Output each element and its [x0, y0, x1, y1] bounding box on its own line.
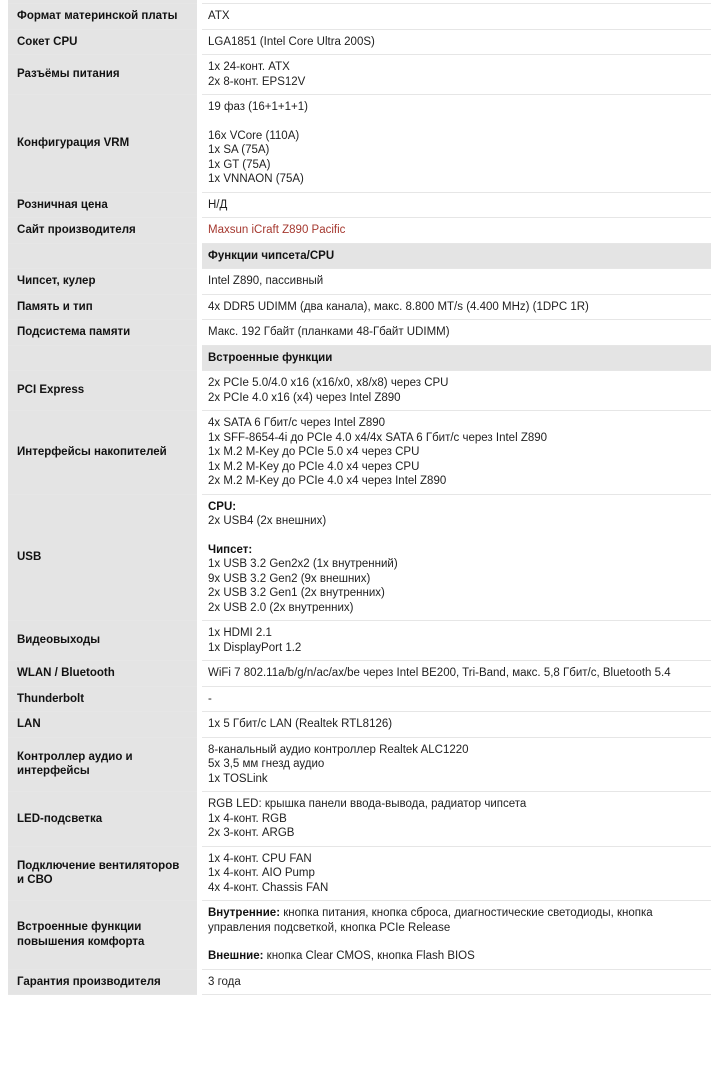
value-line: -: [208, 692, 212, 705]
table-cell-label: Гарантия производителя: [8, 970, 197, 996]
table-cell-value: [202, 95, 711, 193]
table-row: [8, 712, 711, 738]
value-line: Макс. 192 Гбайт (планками 48-Гбайт UDIMM): [208, 326, 450, 338]
table-cell-label: LAN: [8, 712, 197, 738]
table-cell-value: [202, 712, 711, 738]
table-row: [8, 411, 711, 495]
value-line: 1x VNNAON (75A): [208, 173, 304, 185]
value-line: ATX: [208, 10, 230, 22]
value-line: 1x 24-конт. ATX: [208, 61, 290, 73]
table-row: [8, 218, 711, 244]
value-line: CPU:: [208, 500, 237, 513]
value-line: 19 фаз (16+1+1+1): [208, 101, 308, 113]
table-cell-label: Разъёмы питания: [8, 55, 197, 95]
table-row: [8, 95, 711, 193]
value-line-spacer: [208, 935, 705, 949]
table-cell-label: Розничная цена: [8, 193, 197, 219]
table-cell-label: Контроллер аудио и интерфейсы: [8, 738, 197, 793]
table-cell-section-spacer: [8, 244, 197, 270]
table-cell-label: LED-подсветка: [8, 792, 197, 847]
table-cell-label: USB: [8, 495, 197, 622]
value-line: Intel Z890, пассивный: [208, 275, 324, 287]
table-row: [8, 4, 711, 30]
table-cell-label: Сокет CPU: [8, 30, 197, 56]
table-cell-value: [202, 661, 711, 687]
table-cell-section-header: [202, 346, 711, 372]
table-cell-value: [202, 295, 711, 321]
table-row: [8, 346, 711, 372]
table-cell-label: Thunderbolt: [8, 687, 197, 713]
table-cell-value: [202, 901, 711, 970]
table-row: [8, 295, 711, 321]
table-row: [8, 970, 711, 996]
table-cell-value: [202, 792, 711, 847]
value-line: Н/Д: [208, 198, 228, 211]
table-cell-value: [202, 371, 711, 411]
value-line: 1x M.2 M-Key до PCIe 4.0 x4 через CPU: [208, 460, 420, 473]
table-cell-value: [202, 970, 711, 996]
table-row: [8, 193, 711, 219]
table-cell-value: [202, 55, 711, 95]
value-line: RGB LED: крышка панели ввода-вывода, радиатор чипсета: [208, 798, 527, 810]
table-cell-label: WLAN / Bluetooth: [8, 661, 197, 687]
value-line: 1x GT (75A): [208, 158, 271, 171]
table-cell-label: Видеовыходы: [8, 621, 197, 661]
table-row: [8, 847, 711, 902]
table-cell-label: Конфигурация VRM: [8, 95, 197, 193]
value-line: Внешние: кнопка Clear CMOS, кнопка Flash BIOS: [208, 950, 475, 962]
table-cell-label: Чипсет, кулер: [8, 269, 197, 295]
value-line: LGA1851 (Intel Core Ultra 200S): [208, 35, 375, 48]
value-line: 1x 4-конт. CPU FAN: [208, 852, 312, 865]
table-cell-label: Встроенные функции повышения комфорта: [8, 901, 197, 970]
table-cell-label: Формат материнской платы: [8, 4, 197, 30]
table-cell-value: [202, 30, 711, 56]
table-row: [8, 792, 711, 847]
table-cell-value: [202, 320, 711, 346]
table-row: [8, 320, 711, 346]
value-line: 1x 5 Гбит/с LAN (Realtek RTL8126): [208, 718, 393, 730]
table-cell-value: [202, 847, 711, 902]
value-line: 1x SA (75A): [208, 144, 270, 156]
table-row: [8, 621, 711, 661]
value-line: 3 года: [208, 975, 241, 988]
table-cell-value: [202, 411, 711, 495]
value-line: 2x USB4 (2x внешних): [208, 515, 327, 527]
value-line: 1x SFF-8654-4i до PCIe 4.0 x4/4x SATA 6 Гбит/с через Intel Z890: [208, 431, 548, 444]
table-row: [8, 495, 711, 622]
value-line: 16x VCore (110A): [208, 129, 300, 142]
table-cell-value: [202, 495, 711, 622]
table-cell-value: [202, 621, 711, 661]
specification-table: [8, 0, 711, 995]
table-row: [8, 371, 711, 411]
value-line: 2x PCIe 5.0/4.0 x16 (x16/x0, x8/x8) через CPU: [208, 377, 449, 389]
table-cell-section-header: [202, 244, 711, 270]
value-line: 2x USB 3.2 Gen1 (2x внутренних): [208, 587, 385, 599]
value-line: 2x USB 2.0 (2x внутренних): [208, 601, 354, 614]
value-line: Чипсет:: [208, 543, 253, 556]
value-line: Внутренние: кнопка питания, кнопка сброса, диагностические светодиоды, кнопка управления подсветкой, кнопка PCIe Release: [208, 907, 653, 934]
value-line: 1x 4-конт. RGB: [208, 812, 287, 825]
value-line: 1x USB 3.2 Gen2x2 (1x внутренний): [208, 558, 398, 570]
value-line: 9x USB 3.2 Gen2 (9x внешних): [208, 572, 371, 585]
value-line: 1x TOSLink: [208, 772, 268, 785]
value-line: 1x M.2 M-Key до PCIe 5.0 x4 через CPU: [208, 446, 420, 458]
value-line: Функции чипсета/CPU: [208, 249, 335, 262]
table-row: [8, 687, 711, 713]
specification-table-body: [8, 0, 711, 995]
table-cell-label: PCI Express: [8, 371, 197, 411]
value-line: 2x PCIe 4.0 x16 (x4) через Intel Z890: [208, 391, 401, 404]
value-line: 2x 3-конт. ARGB: [208, 827, 295, 839]
table-row: [8, 269, 711, 295]
value-line: 4x SATA 6 Гбит/с через Intel Z890: [208, 417, 386, 429]
table-row: [8, 738, 711, 793]
table-row: [8, 55, 711, 95]
table-cell-label: Память и тип: [8, 295, 197, 321]
table-row: [8, 30, 711, 56]
table-cell-value: [202, 269, 711, 295]
table-cell-section-spacer: [8, 346, 197, 372]
value-line: 1x DisplayPort 1.2: [208, 641, 302, 654]
table-cell-label: Подсистема памяти: [8, 320, 197, 346]
table-row: [8, 661, 711, 687]
table-cell-value: [202, 738, 711, 793]
value-line: 5x 3,5 мм гнезд аудио: [208, 758, 325, 770]
table-row: [8, 901, 711, 970]
table-row: [8, 244, 711, 270]
value-line: Встроенные функции: [208, 351, 333, 364]
value-line: 4x 4-конт. Chassis FAN: [208, 881, 329, 894]
value-line: 2x 8-конт. EPS12V: [208, 75, 306, 88]
table-cell-value[interactable]: [202, 218, 711, 244]
value-line: 2x M.2 M-Key до PCIe 4.0 x4 через Intel Z890: [208, 475, 447, 487]
table-cell-label: Интерфейсы накопителей: [8, 411, 197, 495]
value-line: WiFi 7 802.11a/b/g/n/ac/ax/be через Intel BE200, Tri-Band, макс. 5,8 Гбит/с, Bluetooth 5.4: [208, 667, 671, 679]
table-cell-value: [202, 193, 711, 219]
vendor-website-link[interactable]: Maxsun iCraft Z890 Pacific: [208, 224, 346, 236]
value-line: 4x DDR5 UDIMM (два канала), макс. 8.800 MT/s (4.400 MHz) (1DPC 1R): [208, 300, 589, 313]
table-cell-value: [202, 687, 711, 713]
value-line-spacer: [208, 529, 705, 543]
table-cell-value: [202, 4, 711, 30]
table-cell-label: Сайт производителя: [8, 218, 197, 244]
value-line: 1x HDMI 2.1: [208, 627, 272, 639]
value-line: 8-канальный аудио контроллер Realtek ALC1220: [208, 743, 469, 756]
value-line-spacer: [208, 115, 705, 129]
table-cell-label: Подключение вентиляторов и СВО: [8, 847, 197, 902]
value-line: 1x 4-конт. AIO Pump: [208, 867, 315, 879]
